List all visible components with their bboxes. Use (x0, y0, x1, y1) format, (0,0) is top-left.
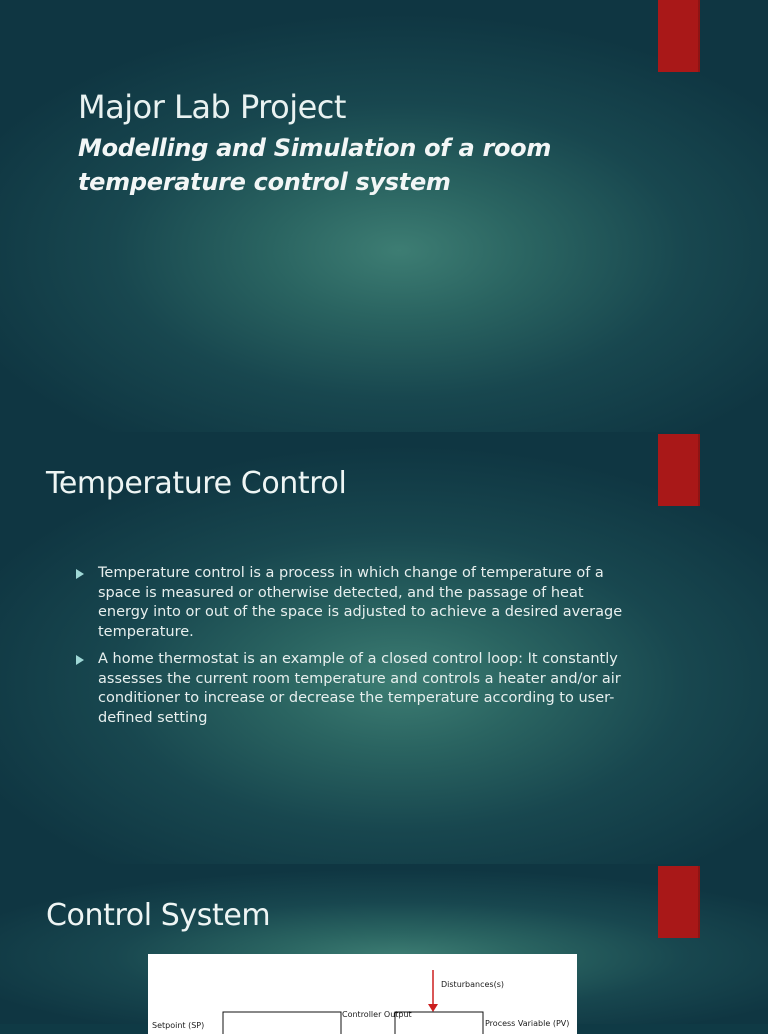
disturbances-label: Disturbances(s) (441, 980, 504, 989)
presentation-title: Major Lab Project (78, 88, 346, 126)
bullet-item (76, 564, 636, 642)
accent-bar (658, 434, 700, 506)
controller-block (223, 1012, 341, 1034)
accent-bar (658, 0, 700, 72)
bullet-text: A home thermostat is an example of a closed control loop: It constantly assesses the current room temperature and controls a heater and/or air conditioner to increase or decrease the temperature according to user-defined setting (98, 651, 621, 726)
controller-output-label: Controller Output (342, 1010, 412, 1019)
presentation-subtitle: Modelling and Simulation of a room temperature control system (78, 134, 552, 196)
bullet-item (76, 650, 636, 728)
slide-heading: Control System (46, 898, 271, 933)
setpoint-label: Setpoint (SP) (152, 1021, 205, 1030)
process-variable-label: Process Variable (PV) (485, 1019, 570, 1028)
accent-bar (658, 866, 700, 938)
disturbance-arrow-head (428, 1004, 438, 1012)
triangle-bullet-icon (76, 655, 84, 665)
slide-control-system (0, 864, 768, 1030)
slide-title (0, 0, 768, 432)
slide-temperature-control (0, 432, 768, 864)
control-loop-diagram (148, 954, 577, 1034)
bullet-list (76, 564, 636, 736)
bullet-text: Temperature control is a process in which change of temperature of a space is measured or otherwise detected, and the passage of heat energy into or out of the space is adjusted to achieve a desired average temperature. (98, 565, 623, 640)
slide-heading: Temperature Control (46, 466, 347, 501)
triangle-bullet-icon (76, 569, 84, 579)
